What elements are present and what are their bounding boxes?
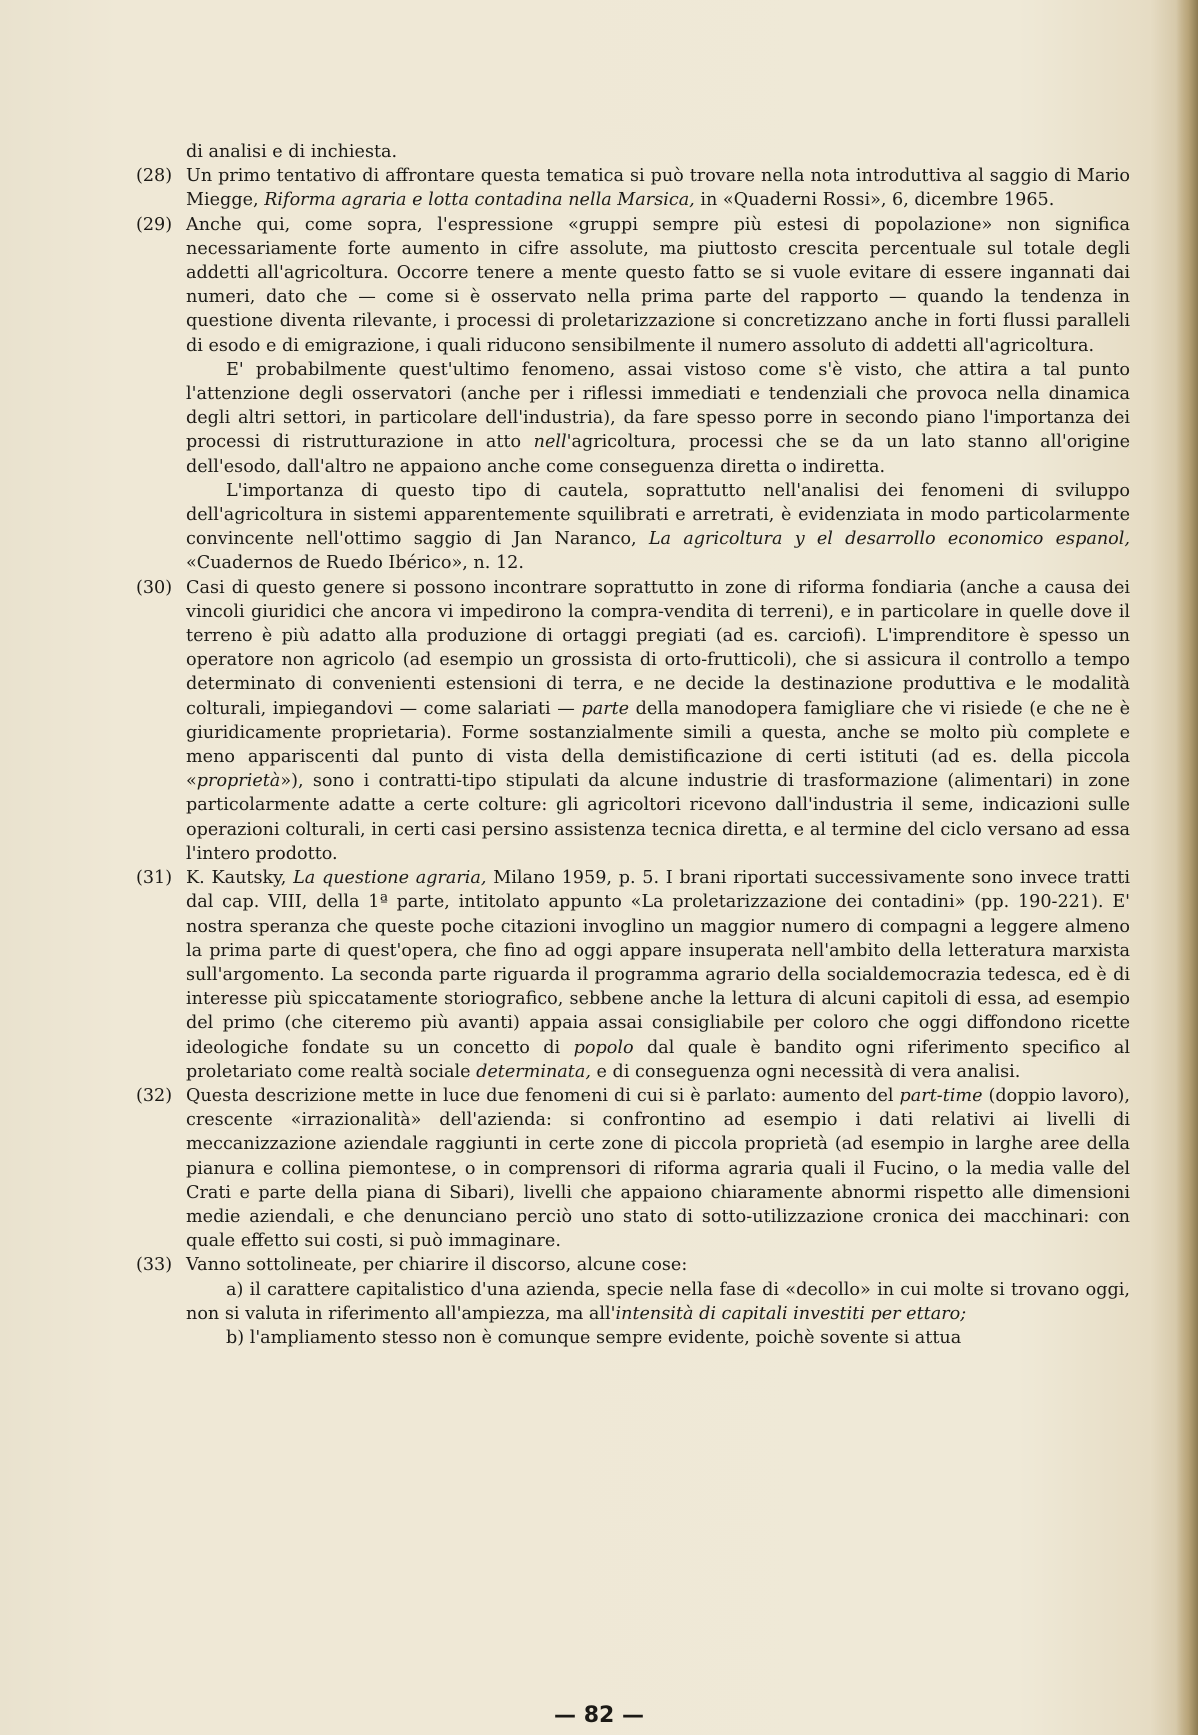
note-31: (31) K. Kautsky, La questione agraria, Milano 1959, p. 5. I brani riportati successivamente sono invece tratti dal cap. VIII, della 1ª parte, intitolato appunto «La proletarizzazione dei contadini» (pp. 190-221). E' nostra speranza che queste poche citazioni invoglino un maggior numero di compagni a leggere almeno la prima parte di quest'opera, che fino ad oggi appare insuperata nell'ambito della letteratura marxista sull'argomento. La seconda parte riguarda il programma agrario della socialdemocrazia tedesca, ed è di interesse più spiccatamente storiografico, sebbene anche la lettura di alcuni capitoli di essa, ad esempio del primo (che citeremo più avanti) appaia assai consigliabile per coloro che oggi diffondono ricette ideologiche fondate su un concetto di popolo dal quale è bandito ogni riferimento specifico al proletariato come realtà sociale determinata, e di conseguenza ogni necessità di vera analisi. [136, 868, 1130, 1082]
intro-line: di analisi e di inchiesta. [186, 142, 398, 162]
note-paragraph: Anche qui, come sopra, l'espressione «gruppi sempre più estesi di popolazione» non significa necessariamente forte aumento in cifre assolute, ma piuttosto crescita percentuale sul totale degli addetti all'agricoltura. Occorre tenere a mente questo fatto se si vuole evitare di essere ingannati dai numeri, dato che — come si è osservato nella prima parte del rapporto — quando la tendenza in questione diventa rilevante, i processi di proletarizzazione si concretizzano anche in forti flussi paralleli di esodo e di emigrazione, i quali riducono sensibilmente il numero assoluto di addetti all'agricoltura. [186, 214, 1130, 356]
note-28: (28) Un primo tentativo di affrontare questa tematica si può trovare nella nota introduttiva al saggio di Mario Miegge, Riforma agraria e lotta contadina nella Marsica, in «Quaderni Rossi», 6, dicembre 1965. [136, 166, 1130, 211]
list-item: a) il carattere capitalistico d'una azienda, specie nella fase di «decollo» in cui molte si trovano oggi, non si valuta in riferimento all'ampiezza, ma all'intensità di capitali investiti per ettaro; [186, 1279, 1130, 1324]
note-number: (32) [136, 1085, 173, 1106]
note-30: (30) Casi di questo genere si possono incontrare soprattutto in zone di riforma fondiaria (anche a causa dei vincoli giuridici che ancora vi impedirono la compra-vendita di terreni), e in particolare in quelle dove il terreno è più adatto alla produzione di ortaggi pregiati (ad es. carciofi). L'imprenditore è spesso un operatore non agricolo (ad esempio un grossista di orto-frutticoli), che si assicura il controllo a tempo determinato di convenienti estensioni di terra, e ne decide la destinazione produttiva e le modalità colturali, impiegandovi — come salariati — parte della manodopera famigliare che vi risiede (e che ne è giuridicamente proprietaria). Forme sostanzialmente simili a questa, anche se molto più complete e meno appariscenti dal punto di vista della demistificazione di certi istituti (ad es. della piccola «proprietà»), sono i contratti-tipo stipulati da alcune industrie di trasformazione (alimentari) in zone particolarmente adatte a certe colture: gli agricoltori ricevono dall'industria il seme, indicazioni sulle operazioni colturali, in certi casi persino assistenza tecnica diretta, e al termine del ciclo versano ad essa l'intero prodotto. [136, 577, 1130, 864]
note-32: (32) Questa descrizione mette in luce due fenomeni di cui si è parlato: aumento del part-time (doppio lavoro), crescente «irrazionalità» dell'azienda: si confrontino ad esempio i dati relativi ai livelli di meccanizzazione aziendale raggiunti in certe zone di piccola proprietà (ad esempio in larghe aree della pianura e collina piemontese, o in comprensori di riforma agraria quali il Fucino, o la media valle del Crati e parte della piana di Sibari), livelli che appaiono chiaramente abnormi rispetto alle dimensioni medie aziendali, e che denunciano perciò uno stato di sotto-utilizzazione cronica dei macchinari: con quale effetto sui costi, si può immaginare. [136, 1085, 1130, 1252]
page-edge-shadow [1176, 0, 1198, 1735]
note-33 [136, 1253, 1130, 1350]
note-paragraph: Vanno sottolineate, per chiarire il discorso, alcune cose: [186, 1255, 688, 1276]
note-number: (29) [136, 214, 173, 235]
note-paragraph: L'importanza di questo tipo di cautela, soprattutto nell'analisi dei fenomeni di sviluppo dell'agricoltura in sistemi apparentemente squilibrati e arretrati, è evidenziata in modo particolarmente convincente nell'ottimo saggio di Jan Naranco, La agricoltura y el desarrollo economico espanol, «Cuadernos de Ruedo Ibérico», n. 12. [186, 480, 1130, 574]
notes-body [136, 140, 1130, 1350]
note-number: (31) [136, 868, 173, 889]
page-number: — 82 — [554, 1703, 644, 1728]
note-number: (28) [136, 166, 173, 187]
note-29 [136, 213, 1130, 576]
note-number: (33) [136, 1255, 173, 1276]
note-paragraph: E' probabilmente quest'ultimo fenomeno, assai vistoso come s'è visto, che attira a tal punto l'attenzione degli osservatori (anche per i riflessi immediati e tendenziali che provoca nella dinamica degli altri settori, in particolare dell'industria), da fare spesso porre in secondo piano l'importanza dei processi di ristrutturazione in atto nell'agricoltura, processi che se da un lato stanno all'origine dell'esodo, dall'altro ne appaiono anche come conseguenza diretta o indiretta. [186, 359, 1130, 477]
note-number: (30) [136, 577, 173, 598]
list-item: b) l'ampliamento stesso non è comunque sempre evidente, poichè sovente si attua [226, 1327, 962, 1348]
